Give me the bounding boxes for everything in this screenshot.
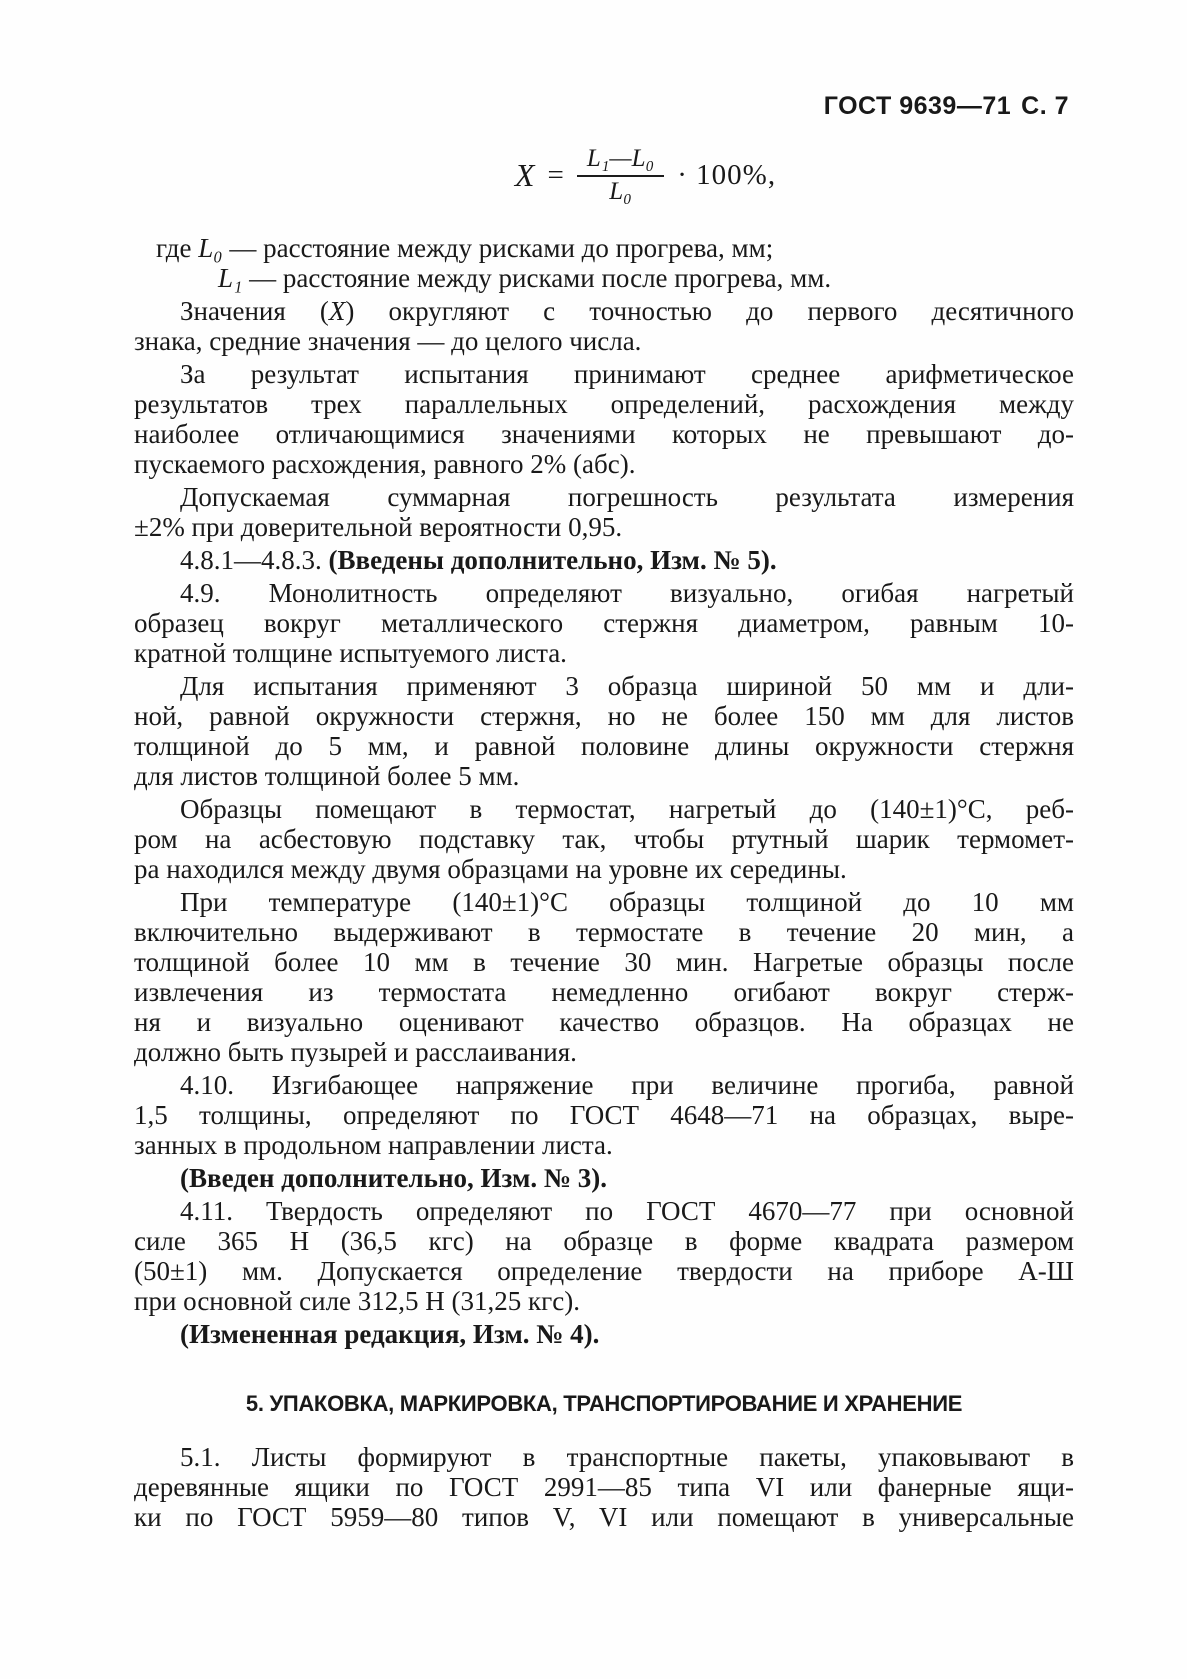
text-line	[134, 887, 1074, 917]
text-run: при основной силе 312,5 Н (31,25 кгс).	[134, 1286, 580, 1316]
section-4-paragraphs	[134, 296, 1074, 1349]
text-line	[134, 608, 1074, 638]
formula	[52, 146, 1187, 206]
text-run: извлечения из термостата немедленно огибают вокруг стерж-	[134, 977, 1074, 1007]
text-line	[134, 824, 1074, 854]
text-line	[134, 794, 1074, 824]
text-run: где	[156, 233, 199, 263]
text-line	[134, 296, 1074, 326]
italic-run: L₁	[218, 263, 243, 293]
text-line	[134, 1037, 1074, 1067]
text-run: кратной толщине испытуемого листа.	[134, 638, 567, 668]
page-header	[824, 92, 1069, 121]
paragraph	[134, 794, 1074, 884]
formula-lhs: X	[514, 157, 535, 194]
section-5-heading: 5. УПАКОВКА, МАРКИРОВКА, ТРАНСПОРТИРОВАНИЕ И ХРАНЕНИЕ	[245, 1391, 963, 1416]
text-run: для листов толщиной более 5 мм.	[134, 761, 520, 791]
text-run: занных в продольном направлении листа.	[134, 1130, 613, 1160]
text-run: 1,5 толщины, определяют по ГОСТ 4648—71 на образцах, выре-	[134, 1100, 1074, 1130]
text-run: 4.9. Монолитность определяют визуально, огибая нагретый	[180, 578, 1074, 608]
text-run: знака, средние значения — до целого числа.	[134, 326, 642, 356]
text-line	[134, 1256, 1074, 1286]
text-line	[134, 1070, 1074, 1100]
text-run: ня и визуально оценивают качество образцов. На образцах не	[134, 1007, 1074, 1037]
text-run: При температуре (140±1)°С образцы толщиной до 10 мм	[180, 887, 1074, 917]
text-line	[134, 1007, 1074, 1037]
paragraph	[134, 1442, 1074, 1532]
where-definitions	[134, 233, 1074, 293]
text-line	[134, 854, 1074, 884]
fraction-numerator: L₁—L₀	[577, 146, 664, 177]
text-run: Значения (	[180, 296, 329, 326]
text-line	[134, 1226, 1074, 1256]
text-line	[134, 1472, 1074, 1502]
text-run: наиболее отличающимися значениями которых не превышают до-	[134, 419, 1074, 449]
italic-run: L₀	[198, 233, 223, 263]
text-line	[134, 1196, 1074, 1226]
text-run: пускаемого расхождения, равного 2% (абс).	[134, 449, 636, 479]
text-run: ром на асбестовую подставку так, чтобы ртутный шарик термомет-	[134, 824, 1074, 854]
paragraph	[134, 1070, 1074, 1160]
bold-run: (Введены дополнительно, Изм. № 5).	[328, 545, 777, 575]
paragraph	[134, 578, 1074, 668]
text-line	[134, 917, 1074, 947]
text-line	[134, 578, 1074, 608]
paragraph	[134, 482, 1074, 542]
text-line	[134, 359, 1074, 389]
text-line	[134, 638, 1074, 668]
italic-run: X	[328, 296, 346, 326]
text-line	[134, 1163, 1074, 1193]
paragraph	[134, 1319, 1074, 1349]
text-run: ±2% при доверительной вероятности 0,95.	[134, 512, 623, 542]
text-line	[134, 761, 1074, 791]
text-run: ной, равной окружности стержня, но не более 150 мм для листов	[134, 701, 1074, 731]
section-5-paragraphs	[134, 1442, 1074, 1532]
text-run: 5.1. Листы формируют в транспортные пакеты, упаковывают в	[180, 1442, 1074, 1472]
text-line	[134, 1286, 1074, 1316]
text-line	[134, 545, 1074, 575]
text-line	[134, 263, 1074, 293]
text-run: — расстояние между рисками после прогрева, мм.	[242, 263, 832, 293]
paragraph	[134, 671, 1074, 791]
text-run: За результат испытания принимают среднее арифметическое	[180, 359, 1074, 389]
text-run: — расстояние между рисками до прогрева, мм;	[222, 233, 774, 263]
text-run: Для испытания применяют 3 образца шириной 50 мм и дли-	[180, 671, 1074, 701]
formula-fraction	[577, 146, 664, 206]
text-run: Образцы помещают в термостат, нагретый до (140±1)°С, реб-	[180, 794, 1074, 824]
text-run: толщиной до 5 мм, и равной половине длины окружности стержня	[134, 731, 1074, 761]
text-run: должно быть пузырей и расслаивания.	[134, 1037, 577, 1067]
formula-equals-sign: =	[547, 159, 564, 192]
text-line	[134, 419, 1074, 449]
text-line	[134, 449, 1074, 479]
formula-multiplier: · 100%,	[677, 159, 777, 192]
paragraph	[134, 1196, 1074, 1316]
text-line	[134, 1130, 1074, 1160]
text-run: образец вокруг металлического стержня диаметром, равным 10-	[134, 608, 1074, 638]
text-line	[134, 1502, 1074, 1532]
text-run: 4.8.1—4.8.3.	[180, 545, 329, 575]
text-line	[134, 731, 1074, 761]
page-number: С. 7	[1021, 92, 1069, 120]
text-run: 4.10. Изгибающее напряжение при величине прогиба, равной	[180, 1070, 1074, 1100]
paragraph	[134, 296, 1074, 356]
text-line	[134, 947, 1074, 977]
text-run: ра находился между двумя образцами на уровне их середины.	[134, 854, 847, 884]
text-line	[134, 977, 1074, 1007]
text-run: 4.11. Твердость определяют по ГОСТ 4670—77 при основной	[180, 1196, 1074, 1226]
text-line	[134, 1319, 1074, 1349]
bold-run: (Введен дополнительно, Изм. № 3).	[180, 1163, 607, 1193]
paragraph	[134, 359, 1074, 479]
text-column	[134, 233, 1074, 1532]
paragraph	[134, 545, 1074, 575]
text-line	[134, 233, 1074, 263]
text-run: толщиной более 10 мм в течение 30 мин. Нагретые образцы после	[134, 947, 1074, 977]
text-run: Допускаемая суммарная погрешность результата измерения	[180, 482, 1074, 512]
paragraph	[134, 1163, 1074, 1193]
bold-run: (Измененная редакция, Изм. № 4).	[180, 1319, 600, 1349]
text-line	[134, 1442, 1074, 1472]
text-line	[134, 512, 1074, 542]
text-run: включительно выдерживают в термостате в течение 20 мин, а	[134, 917, 1074, 947]
text-run: результатов трех параллельных определений, расхождения между	[134, 389, 1074, 419]
text-line	[134, 671, 1074, 701]
text-run: ки по ГОСТ 5959—80 типов V, VI или помещают в универсальные	[134, 1502, 1074, 1532]
doc-reference: ГОСТ 9639—71	[823, 92, 1012, 120]
text-run: (50±1) мм. Допускается определение твердости на приборе А-Ш	[134, 1256, 1074, 1286]
fraction-denominator: L₀	[609, 178, 632, 206]
text-run: ) округляют с точностью до первого десятичного	[345, 296, 1074, 326]
paragraph	[134, 887, 1074, 1067]
text-run: силе 365 Н (36,5 кгс) на образце в форме квадрата размером	[134, 1226, 1074, 1256]
text-line	[134, 1100, 1074, 1130]
text-run: деревянные ящики по ГОСТ 2991—85 типа VI или фанерные ящи-	[134, 1472, 1074, 1502]
text-line	[134, 701, 1074, 731]
text-line	[134, 326, 1074, 356]
text-line	[134, 389, 1074, 419]
text-line	[134, 482, 1074, 512]
